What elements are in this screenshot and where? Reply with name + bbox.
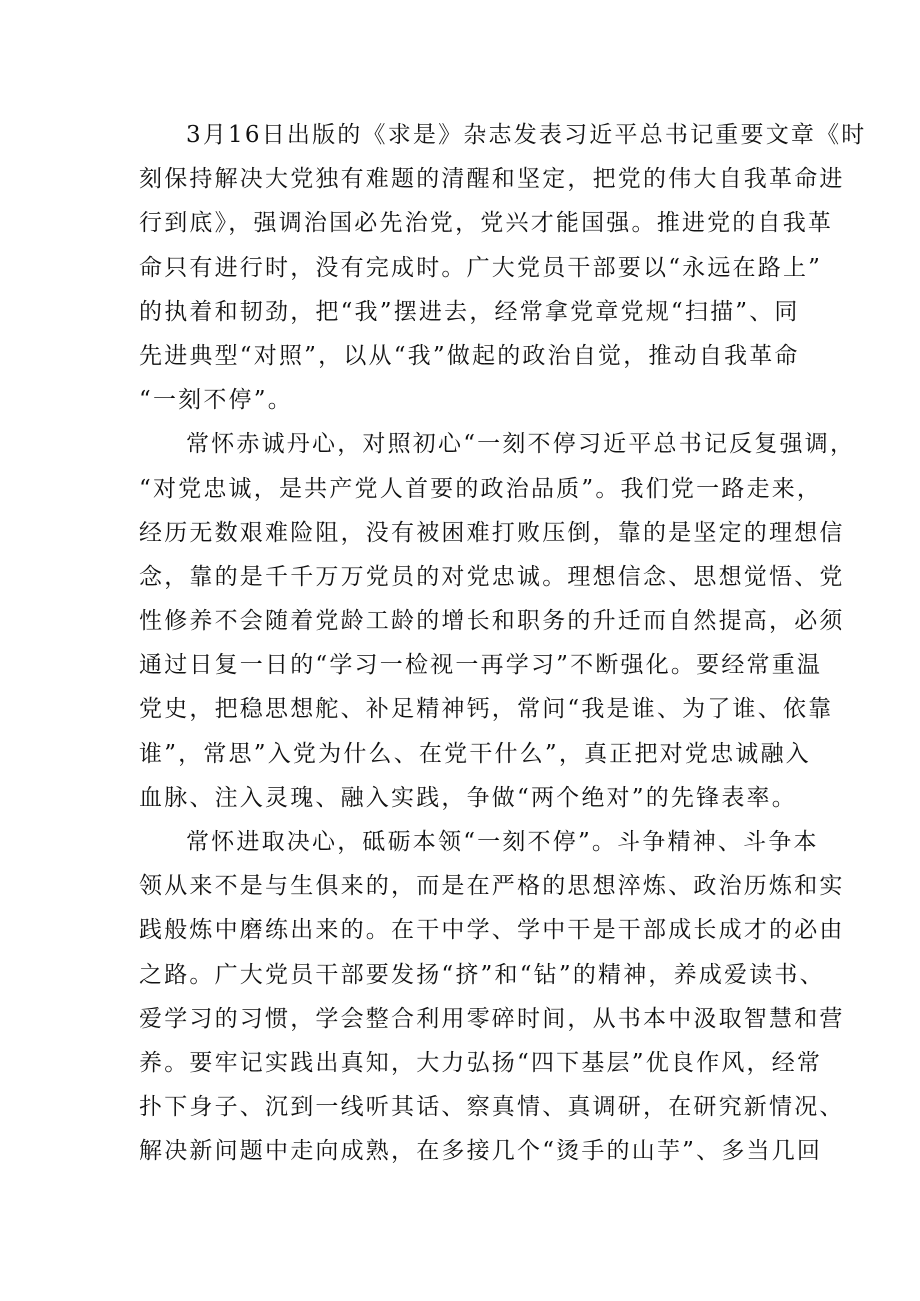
- paragraph-line: 命只有进行时，没有完成时。广大党员干部要以“永远在路上”: [139, 254, 823, 281]
- paragraph-line: 刻保持解决大党独有难题的清醒和坚定，把党的伟大自我革命进: [139, 166, 845, 193]
- paragraph-line: 党史，把稳思想舵、补足精神钙，常问“我是谁、为了谁、依靠: [139, 696, 834, 723]
- paragraph-line: 践般炼中磨练出来的。在干中学、学中干是干部成长成才的必由: [139, 917, 845, 944]
- paragraph-3: [139, 820, 845, 1174]
- paragraph-line: “一刻不停”。: [139, 387, 293, 414]
- paragraph-line: 解决新问题中走向成熟，在多接几个“烫手的山芋”、多当几回: [139, 1138, 823, 1165]
- paragraph-line: 爱学习的习惯，学会整合利用零碎时间，从书本中汲取智慧和营: [139, 1005, 845, 1032]
- article-body: [139, 113, 867, 1174]
- paragraph-line: 领从来不是与生俱来的，而是在严格的思想淬炼、政治历炼和实: [139, 873, 845, 900]
- paragraph-line: 的执着和韧劲，把“我”摆进去，经常拿党章党规“扫描”、同: [139, 298, 800, 325]
- paragraph-line: 常怀赤诚丹心，对照初心“一刻不停习近平总书记反复强调，: [186, 431, 856, 458]
- paragraph-line: 3月16日出版的《求是》杂志发表习近平总书记重要文章《时: [186, 122, 867, 148]
- paragraph-1: [139, 113, 867, 422]
- paragraph-line: “对党忠诚，是共产党人首要的政治品质”。我们党一路走来，: [139, 475, 823, 502]
- paragraph-line: 之路。广大党员干部要发扬“挤”和“钻”的精神，养成爱读书、: [139, 961, 825, 988]
- paragraph-line: 行到底》，强调治国必先治党，党兴才能国强。推进党的自我革: [139, 210, 834, 237]
- paragraph-line: 念，靠的是千千万万党员的对党忠诚。理想信念、思想觉悟、党: [139, 563, 845, 590]
- paragraph-line: 养。要牢记实践出真知，大力弘扬“四下基层”优良作风，经常: [139, 1049, 823, 1076]
- paragraph-line: 通过日复一日的“学习一检视一再学习”不断强化。要经常重温: [139, 652, 823, 679]
- paragraph-line: 性修养不会随着党龄工龄的增长和职务的升迁而自然提高，必须: [139, 608, 845, 635]
- paragraph-line: 先进典型“对照”，以从“我”做起的政治自觉，推动自我革命: [139, 342, 800, 369]
- paragraph-line: 经历无数艰难险阻，没有被困难打败压倒，靠的是坚定的理想信: [139, 519, 845, 546]
- paragraph-2: [139, 422, 856, 820]
- paragraph-line: 谁”，常思”入党为什么、在党干什么”，真正把对党忠诚融入: [139, 740, 811, 767]
- paragraph-line: 常怀进取决心，砥砺本领“一刻不停”。斗争精神、斗争本: [186, 829, 819, 855]
- paragraph-line: 扑下身子、沉到一线听其话、察真情、真调研，在研究新情况、: [139, 1094, 845, 1121]
- paragraph-line: 血脉、注入灵瑰、融入实践，争做“两个绝对”的先锋表率。: [139, 784, 797, 811]
